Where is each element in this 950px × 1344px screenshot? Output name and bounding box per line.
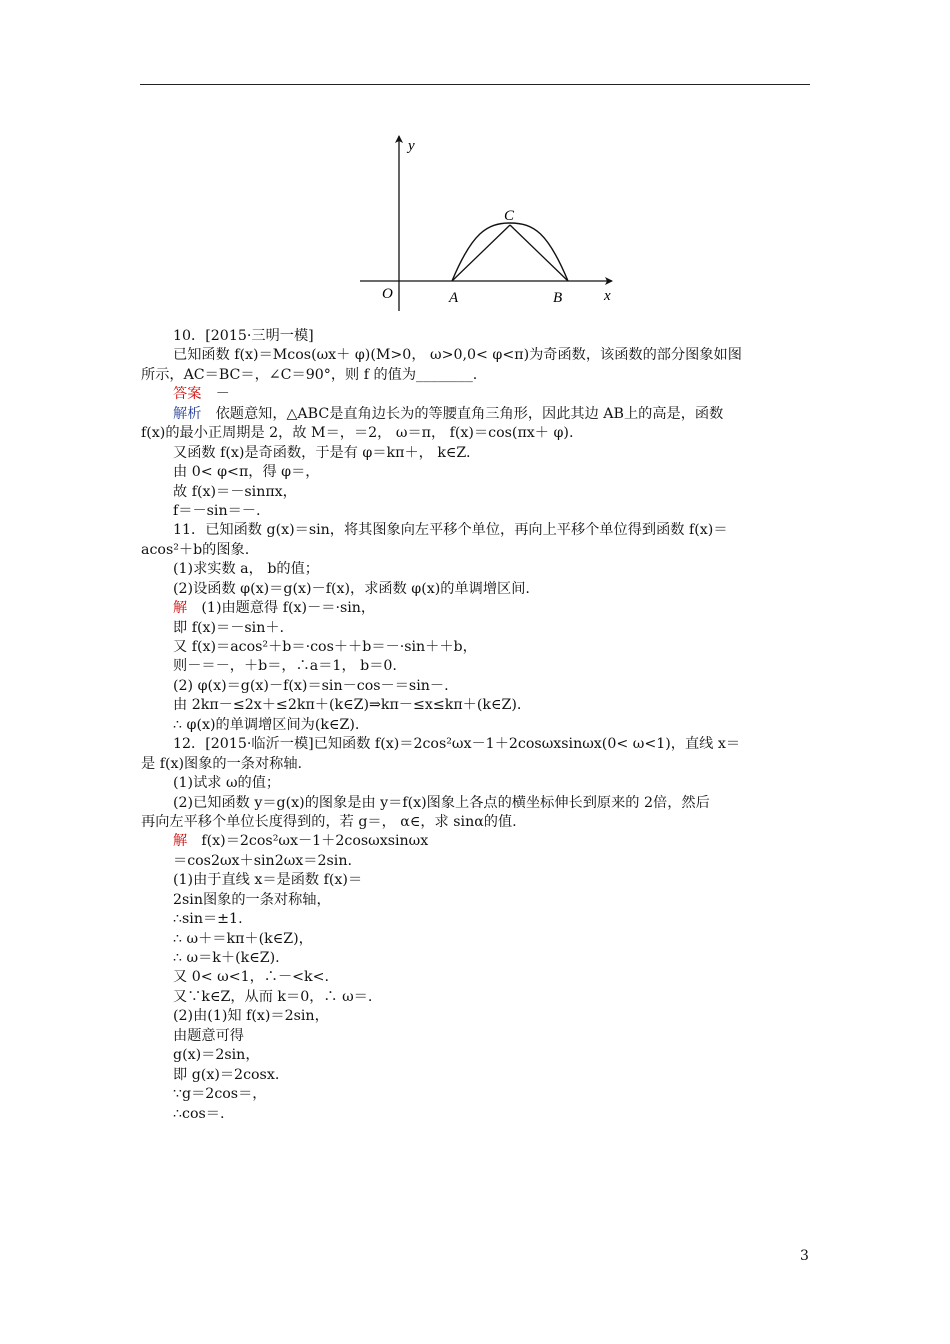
- text-line: [141, 619, 813, 638]
- line-text: ∴sin＝±1.: [173, 911, 243, 928]
- line-text: 由 0< φ<π，得 φ＝，: [173, 464, 320, 481]
- line-text: (2)已知函数 y＝g(x)的图象是由 y＝f(x)图象上各点的横坐标伸长到原来的 2倍，然后: [173, 794, 710, 811]
- y-axis-label: y: [408, 138, 415, 154]
- line-text: 故 f(x)＝－sinπx，: [173, 483, 297, 500]
- line-text: ∴ ω＋＝kπ＋(k∈Z)，: [173, 930, 313, 947]
- line-text: ＝cos2ωx＋sin2ωx＝2sin.: [173, 852, 352, 869]
- text-line: [141, 813, 813, 832]
- text-line: [141, 755, 813, 774]
- text-line: [141, 968, 813, 987]
- line-text: acos²＋b的图象.: [141, 541, 250, 558]
- line-text: 由 2kπ－≤2x＋≤2kπ＋(k∈Z)⇒kπ－≤x≤kπ＋(k∈Z).: [173, 697, 522, 714]
- text-line: [141, 483, 813, 502]
- x-axis-label: x: [604, 288, 611, 304]
- text-line: [141, 871, 813, 890]
- line-text: 依题意知，△ABC是直角边长为的等腰直角三角形，因此其边 AB上的高是，函数: [201, 405, 724, 422]
- text-line: [141, 1066, 813, 1085]
- text-line: [141, 1085, 813, 1104]
- text-line: [141, 716, 813, 735]
- line-text: 又 f(x)＝acos²＋b＝·cos＋＋b＝－·sin＋＋b，: [173, 639, 477, 655]
- origin-label: O: [382, 286, 393, 302]
- line-text: 所示，AC＝BC＝，∠C＝90°，则 f 的值为________.: [141, 366, 478, 383]
- text-line: [141, 696, 813, 715]
- line-text: f(x)的最小正周期是 2，故 M＝，＝2， ω＝π， f(x)＝cos(πx＋ φ).: [141, 425, 574, 442]
- point-c-label: C: [504, 208, 515, 224]
- line-text: ∵g＝2cos＝，: [173, 1086, 267, 1103]
- text-line: [141, 327, 813, 346]
- line-text: (2) φ(x)＝g(x)－f(x)＝sin－cos－＝sin－.: [173, 677, 449, 694]
- text-line: [141, 638, 813, 657]
- text-line: [141, 774, 813, 793]
- line-text: 由题意可得: [173, 1027, 244, 1044]
- text-line: [141, 1027, 813, 1046]
- line-text: 11．已知函数 g(x)＝sin，将其图象向左平移个单位，再向上平移个单位得到函数 f(x)＝: [173, 522, 728, 539]
- line-text: 是 f(x)图象的一条对称轴.: [141, 755, 303, 772]
- text-line: [141, 1046, 813, 1065]
- line-text: 又∵k∈Z，从而 k＝0，∴ ω＝.: [173, 988, 373, 1005]
- text-line: [141, 560, 813, 579]
- line-text: ∴ φ(x)的单调增区间为(k∈Z).: [173, 716, 360, 733]
- line-text: g(x)＝2sin，: [173, 1047, 260, 1064]
- line-text: ∴ ω＝k＋(k∈Z).: [173, 950, 280, 966]
- line-text: (2)由(1)知 f(x)＝2sin，: [173, 1008, 329, 1025]
- text-line: [141, 735, 813, 754]
- text-line: [141, 1105, 813, 1124]
- answer-label: 解析: [173, 405, 202, 422]
- text-line: [141, 657, 813, 676]
- text-line: [141, 346, 813, 365]
- line-text: (1)求实数 a， b的值；: [173, 561, 319, 578]
- text-line: [141, 1007, 813, 1026]
- point-b-label: B: [553, 290, 563, 306]
- line-text: (1)试求 ω的值；: [173, 775, 281, 792]
- line-text: 即 f(x)＝－sin＋.: [173, 619, 285, 636]
- text-line: [141, 405, 813, 424]
- text-line: [141, 385, 813, 404]
- line-text: 又 0< ω<1，∴－<k<.: [173, 969, 330, 986]
- line-text: 12．[2015·临沂一模]已知函数 f(x)＝2cos²ωx－1＋2cosωxsinωx(0< ω<1)，直线 x＝: [173, 736, 741, 753]
- line-text: 即 g(x)＝2cosx.: [173, 1066, 280, 1083]
- text-line: [141, 366, 813, 385]
- text-line: [141, 502, 813, 521]
- line-text: f(x)＝2cos²ωx－1＋2cosωxsinωx: [187, 833, 429, 850]
- text-line: [141, 930, 813, 949]
- cosine-curve: [452, 223, 568, 281]
- text-line: [141, 444, 813, 463]
- line-text: －: [201, 386, 230, 403]
- line-text: 则－＝－，＋b＝，∴a＝1， b＝0.: [173, 658, 397, 675]
- line-text: ∴cos＝.: [173, 1105, 225, 1122]
- text-line: [141, 599, 813, 618]
- text-line: [141, 949, 813, 968]
- function-graph-svg: [352, 128, 627, 313]
- line-text: 已知函数 f(x)＝Mcos(ωx＋ φ)(M>0， ω>0,0< φ<π)为奇函数，该函数的部分图象如图: [173, 347, 742, 364]
- line-text: 再向左平移个单位长度得到的，若 g＝， α∈，求 sinα的值.: [141, 813, 517, 830]
- answer-label: 解: [173, 833, 188, 850]
- page-number: 3: [800, 1248, 809, 1264]
- text-line: [141, 521, 813, 540]
- text-line: [141, 794, 813, 813]
- line-text: f＝－sin＝－.: [173, 502, 261, 519]
- header-rule: [140, 84, 810, 85]
- line-text: 又函数 f(x)是奇函数，于是有 φ＝kπ＋， k∈Z.: [173, 444, 471, 461]
- document-body: [141, 327, 813, 1124]
- text-line: [141, 580, 813, 599]
- line-text: (2)设函数 φ(x)＝g(x)－f(x)，求函数 φ(x)的单调增区间.: [173, 580, 530, 597]
- function-graph-figure: [352, 128, 627, 313]
- text-line: [141, 541, 813, 560]
- text-line: [141, 988, 813, 1007]
- text-line: [141, 463, 813, 482]
- text-line: [141, 852, 813, 871]
- line-text: (1)由题意得 f(x)－＝·sin，: [187, 600, 376, 617]
- answer-label: 解: [173, 600, 188, 617]
- answer-label: 答案: [173, 386, 202, 403]
- text-line: [141, 424, 813, 443]
- text-line: [141, 910, 813, 929]
- line-text: 10．[2015·三明一模]: [173, 328, 314, 344]
- text-line: [141, 891, 813, 910]
- line-text: 2sin图象的一条对称轴，: [173, 891, 331, 908]
- text-line: [141, 677, 813, 696]
- text-line: [141, 832, 813, 851]
- point-a-label: A: [449, 290, 459, 306]
- line-text: (1)由于直线 x＝是函数 f(x)＝: [173, 872, 363, 889]
